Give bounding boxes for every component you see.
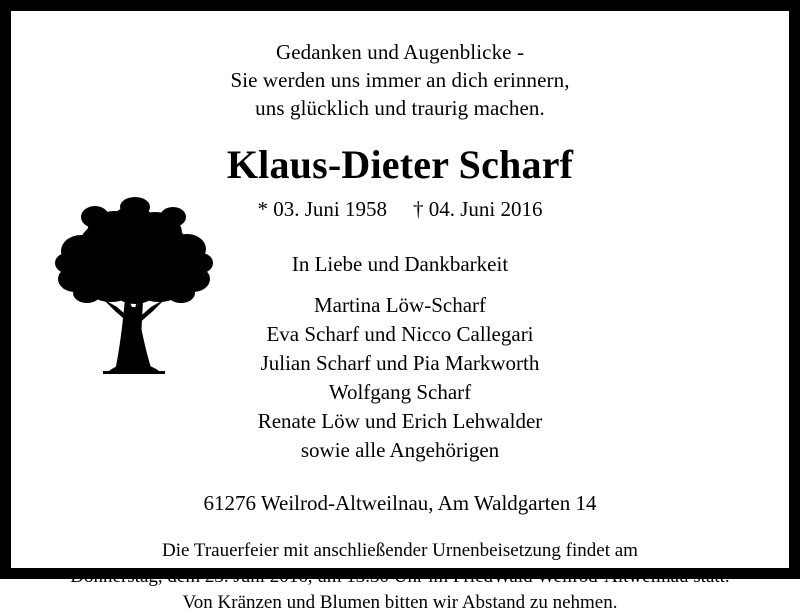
death-date: † 04. Juni 2016 bbox=[413, 196, 543, 221]
dedication-text: In Liebe und Dankbarkeit bbox=[291, 251, 509, 276]
verse-line-2: Sie werden uns immer an dich erinnern, bbox=[230, 67, 570, 92]
family-member: sowie alle Angehörigen bbox=[300, 437, 500, 462]
ceremony-line-3: Von Kränzen und Blumen bitten wir Abstand zu nehmen. bbox=[182, 592, 618, 614]
verse-line-3: uns glücklich und traurig machen. bbox=[255, 95, 545, 120]
tree-icon bbox=[51, 189, 216, 379]
verse-line-1: Gedanken und Augenblicke - bbox=[275, 40, 525, 64]
obituary-frame bbox=[8, 8, 792, 614]
obituary-content bbox=[11, 11, 789, 614]
ceremony-line-2: Donnerstag, dem 23. Juni 2016, um 13.30 Uhr im FriedWald Weilrod-Altweilnau statt. bbox=[70, 565, 730, 587]
ceremony-details bbox=[35, 538, 765, 616]
family-member: Renate Löw und Erich Lehwalder bbox=[257, 408, 543, 433]
family-member: Eva Scharf und Nicco Callegari bbox=[266, 321, 534, 346]
birth-date: * 03. Juni 1958 bbox=[257, 196, 387, 221]
family-member: Wolfgang Scharf bbox=[328, 379, 472, 404]
memorial-verse bbox=[35, 39, 765, 123]
deceased-name: Klaus-Dieter Scharf bbox=[226, 141, 574, 187]
ceremony-line-1: Die Trauerfeier mit anschließender Urnenbeisetzung findet am bbox=[162, 539, 638, 561]
family-member: Julian Scharf und Pia Markworth bbox=[260, 350, 540, 375]
address-line: 61276 Weilrod-Altweilnau, Am Waldgarten 14 bbox=[203, 490, 597, 515]
family-member: Martina Löw-Scharf bbox=[313, 292, 487, 317]
